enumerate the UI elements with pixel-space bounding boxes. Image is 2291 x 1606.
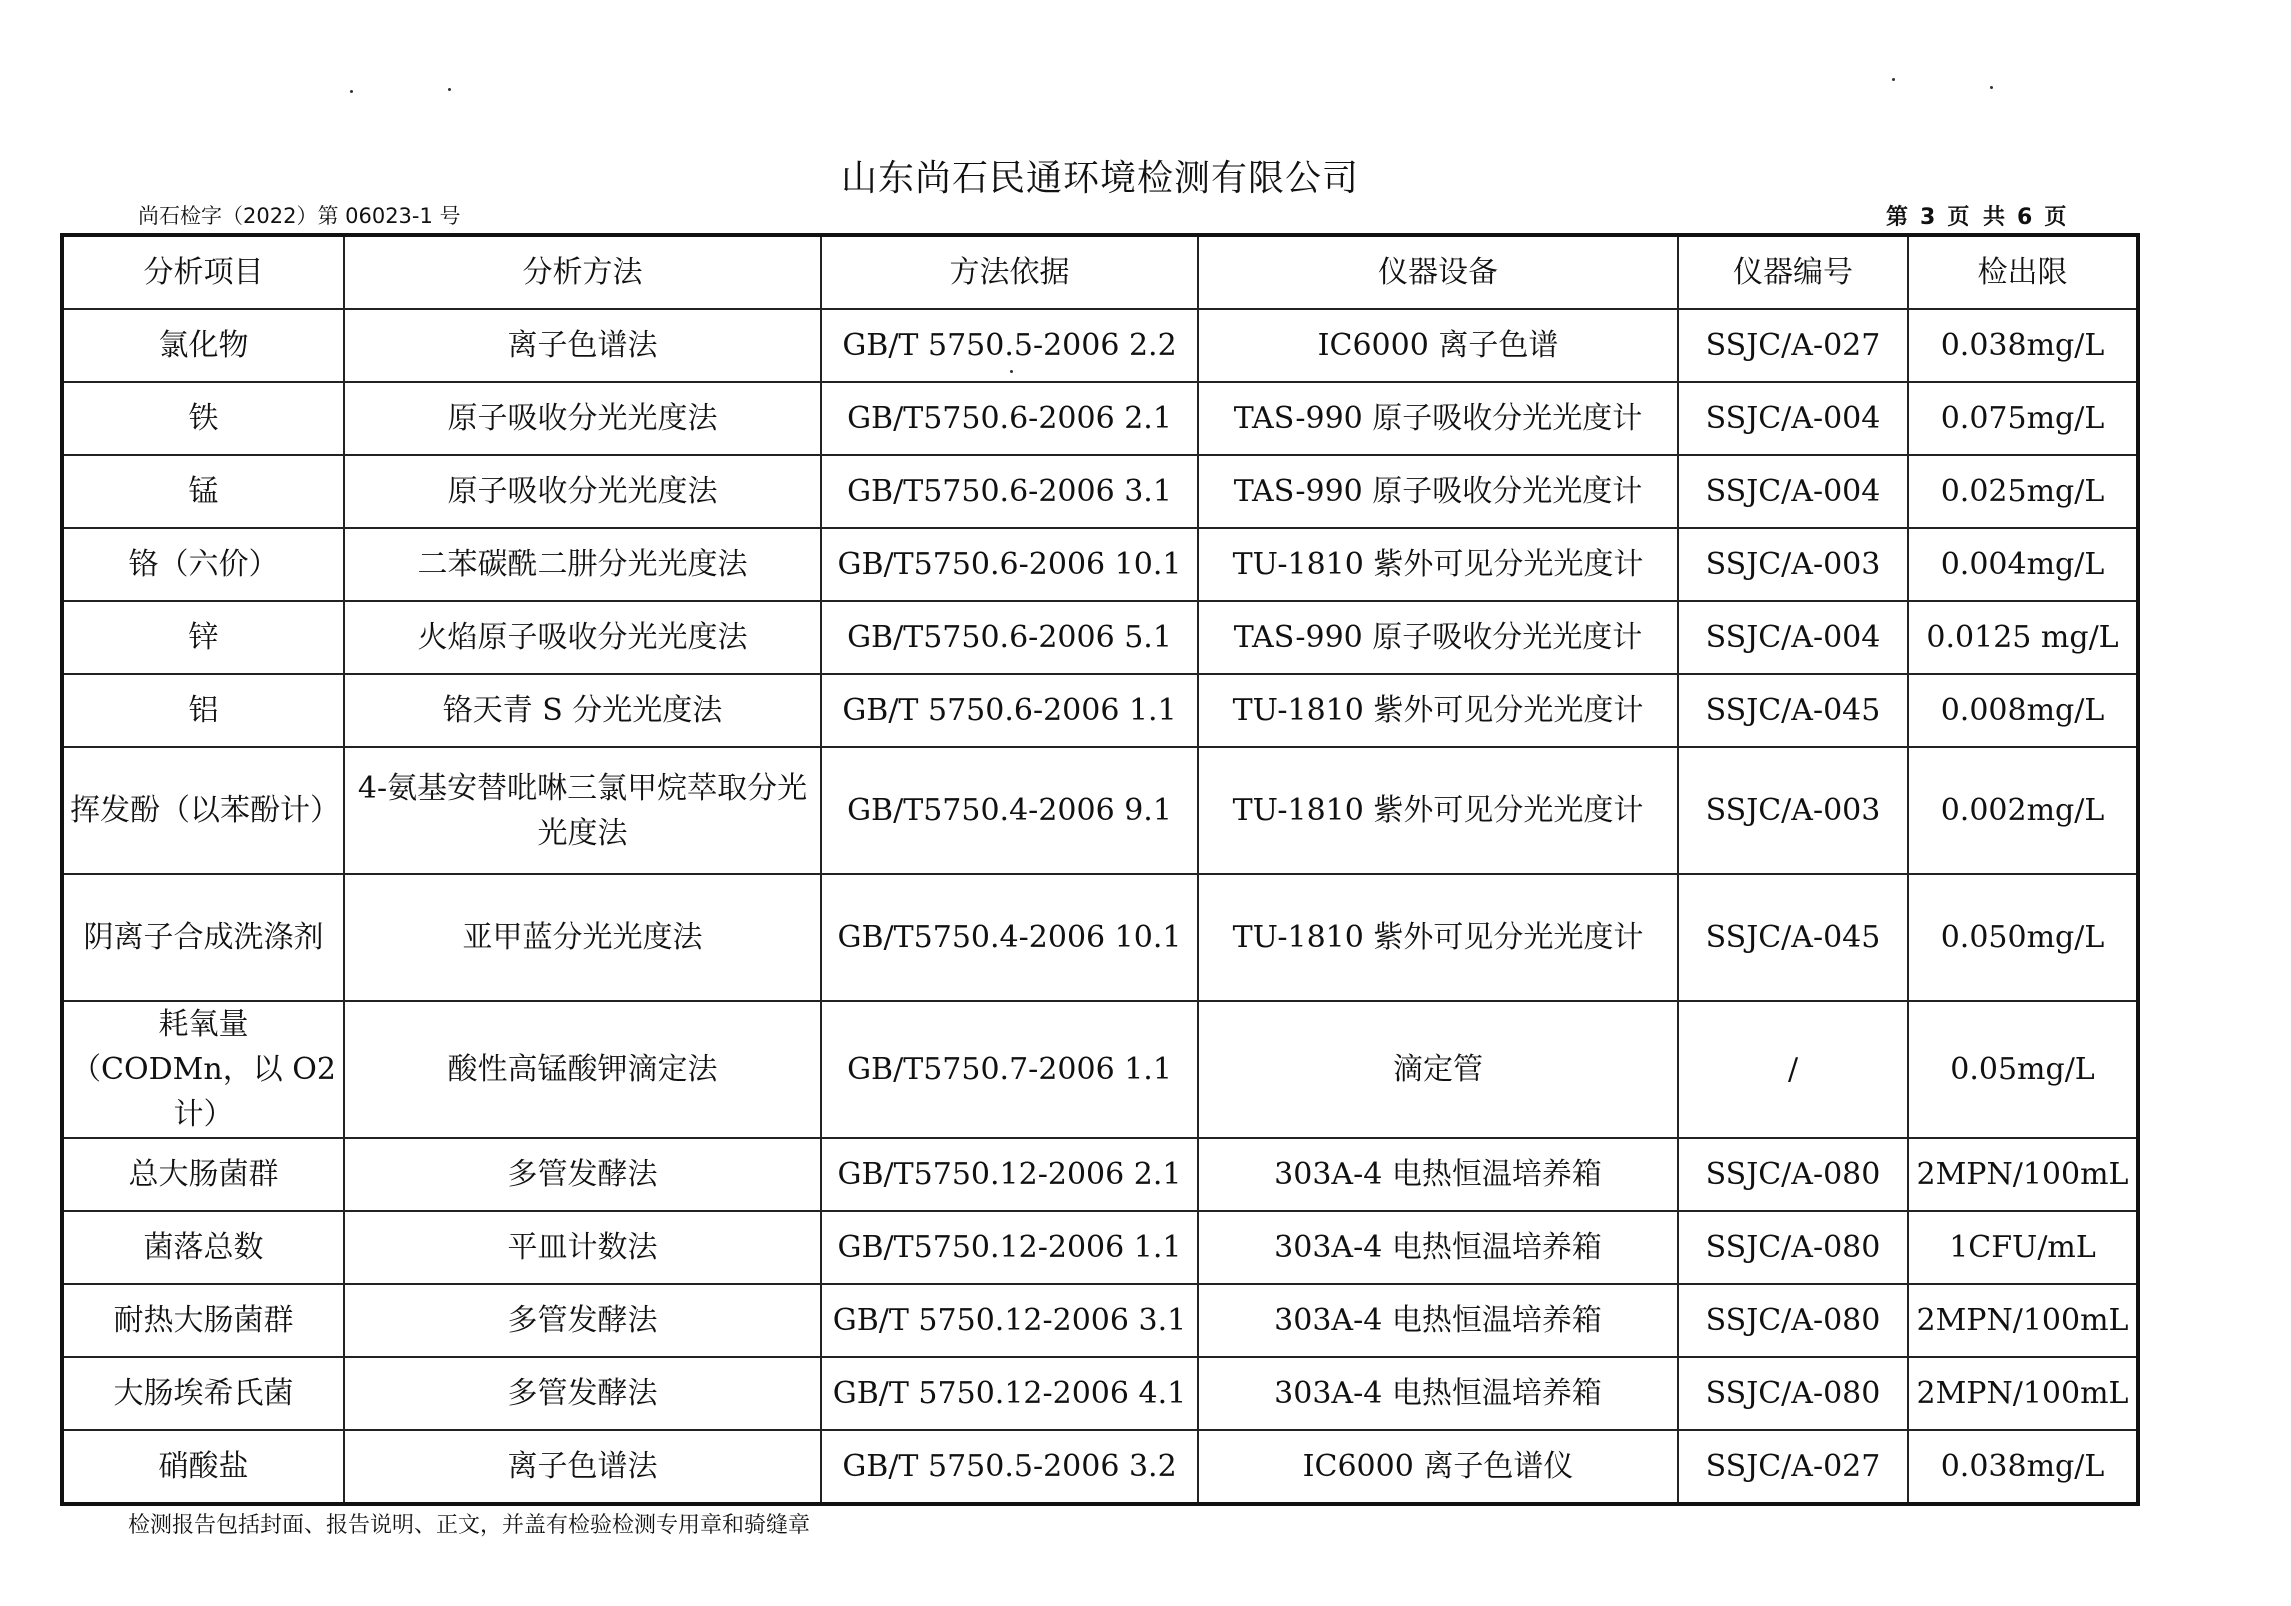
table-row	[62, 382, 2138, 455]
cell-standard: GB/T5750.4-2006 10.1	[821, 874, 1198, 1001]
cell-instrument-id: SSJC/A-004	[1678, 455, 1908, 528]
cell-method: 离子色谱法	[344, 1430, 821, 1504]
cell-method: 亚甲蓝分光光度法	[344, 874, 821, 1001]
cell-instrument-id: SSJC/A-080	[1678, 1357, 1908, 1430]
table-row	[62, 674, 2138, 747]
cell-detection-limit: 0.0125 mg/L	[1908, 601, 2138, 674]
table-row	[62, 1284, 2138, 1357]
table-row	[62, 874, 2138, 1001]
cell-detection-limit: 2MPN/100mL	[1908, 1138, 2138, 1211]
cell-method: 火焰原子吸收分光光度法	[344, 601, 821, 674]
cell-standard: GB/T5750.6-2006 2.1	[821, 382, 1198, 455]
cell-method: 多管发酵法	[344, 1284, 821, 1357]
page-total: 6	[2017, 205, 2033, 230]
header-detection-limit: 检出限	[1908, 235, 2138, 309]
cell-standard: GB/T5750.12-2006 1.1	[821, 1211, 1198, 1284]
cell-standard: GB/T5750.6-2006 5.1	[821, 601, 1198, 674]
cell-item: 耗氧量（CODMn，以 O2 计）	[62, 1001, 344, 1138]
scan-speck	[1010, 370, 1013, 373]
cell-detection-limit: 1CFU/mL	[1908, 1211, 2138, 1284]
cell-detection-limit: 0.050mg/L	[1908, 874, 2138, 1001]
cell-instrument: 滴定管	[1198, 1001, 1678, 1138]
header-instrument-id: 仪器编号	[1678, 235, 1908, 309]
cell-method: 多管发酵法	[344, 1138, 821, 1211]
table-row	[62, 1001, 2138, 1138]
cell-standard: GB/T 5750.12-2006 3.1	[821, 1284, 1198, 1357]
cell-instrument: 303A-4 电热恒温培养箱	[1198, 1138, 1678, 1211]
page-indicator	[1880, 200, 2072, 231]
analysis-methods-table	[60, 233, 2140, 1506]
table-row	[62, 1211, 2138, 1284]
page-mid: 页 共	[1947, 205, 2005, 230]
cell-item: 大肠埃希氏菌	[62, 1357, 344, 1430]
cell-standard: GB/T5750.4-2006 9.1	[821, 747, 1198, 874]
cell-item: 锰	[62, 455, 344, 528]
cell-instrument-id: SSJC/A-080	[1678, 1284, 1908, 1357]
footer-note: 检测报告包括封面、报告说明、正文，并盖有检验检测专用章和骑缝章	[128, 1513, 811, 1538]
cell-instrument: TAS-990 原子吸收分光光度计	[1198, 455, 1678, 528]
table-row	[62, 528, 2138, 601]
cell-item: 铁	[62, 382, 344, 455]
cell-instrument-id: SSJC/A-080	[1678, 1138, 1908, 1211]
cell-standard: GB/T5750.12-2006 2.1	[821, 1138, 1198, 1211]
cell-standard: GB/T 5750.6-2006 1.1	[821, 674, 1198, 747]
page-suffix: 页	[2044, 205, 2067, 230]
table-row	[62, 309, 2138, 382]
cell-instrument-id: SSJC/A-080	[1678, 1211, 1908, 1284]
scan-speck	[350, 90, 353, 93]
cell-detection-limit: 2MPN/100mL	[1908, 1357, 2138, 1430]
cell-detection-limit: 0.008mg/L	[1908, 674, 2138, 747]
cell-item: 硝酸盐	[62, 1430, 344, 1504]
cell-standard: GB/T5750.7-2006 1.1	[821, 1001, 1198, 1138]
cell-item: 菌落总数	[62, 1211, 344, 1284]
cell-method: 原子吸收分光光度法	[344, 455, 821, 528]
cell-instrument: IC6000 离子色谱	[1198, 309, 1678, 382]
cell-method: 酸性高锰酸钾滴定法	[344, 1001, 821, 1138]
cell-instrument-id: SSJC/A-027	[1678, 309, 1908, 382]
cell-instrument-id: SSJC/A-004	[1678, 601, 1908, 674]
cell-item: 氯化物	[62, 309, 344, 382]
cell-standard: GB/T5750.6-2006 3.1	[821, 455, 1198, 528]
table-row	[62, 1138, 2138, 1211]
cell-detection-limit: 0.075mg/L	[1908, 382, 2138, 455]
header-standard: 方法依据	[821, 235, 1198, 309]
cell-instrument: TU-1810 紫外可见分光光度计	[1198, 528, 1678, 601]
cell-instrument-id: SSJC/A-003	[1678, 747, 1908, 874]
scan-speck	[1990, 86, 1993, 89]
cell-item: 锌	[62, 601, 344, 674]
table-row	[62, 455, 2138, 528]
page-prefix: 第	[1886, 205, 1909, 230]
table-row	[62, 1430, 2138, 1504]
table-row	[62, 747, 2138, 874]
cell-standard: GB/T 5750.5-2006 2.2	[821, 309, 1198, 382]
cell-method: 平皿计数法	[344, 1211, 821, 1284]
cell-method: 多管发酵法	[344, 1357, 821, 1430]
cell-instrument: 303A-4 电热恒温培养箱	[1198, 1357, 1678, 1430]
cell-detection-limit: 0.05mg/L	[1908, 1001, 2138, 1138]
cell-item: 耐热大肠菌群	[62, 1284, 344, 1357]
cell-instrument-id: SSJC/A-004	[1678, 382, 1908, 455]
cell-standard: GB/T 5750.5-2006 3.2	[821, 1430, 1198, 1504]
cell-method: 原子吸收分光光度法	[344, 382, 821, 455]
report-number: 尚石检字（2022）第 06023-1 号	[138, 204, 461, 228]
cell-item: 铬（六价）	[62, 528, 344, 601]
header-method: 分析方法	[344, 235, 821, 309]
cell-instrument: TU-1810 紫外可见分光光度计	[1198, 674, 1678, 747]
page-current: 3	[1920, 205, 1936, 230]
cell-instrument-id: SSJC/A-045	[1678, 874, 1908, 1001]
scan-speck	[1892, 78, 1895, 81]
cell-item: 阴离子合成洗涤剂	[62, 874, 344, 1001]
cell-item: 挥发酚（以苯酚计）	[62, 747, 344, 874]
cell-instrument: TAS-990 原子吸收分光光度计	[1198, 382, 1678, 455]
table-header-row	[62, 235, 2138, 309]
cell-instrument: IC6000 离子色谱仪	[1198, 1430, 1678, 1504]
cell-detection-limit: 0.038mg/L	[1908, 1430, 2138, 1504]
header-item: 分析项目	[62, 235, 344, 309]
cell-instrument-id: SSJC/A-027	[1678, 1430, 1908, 1504]
cell-method: 4-氨基安替吡啉三氯甲烷萃取分光光度法	[344, 747, 821, 874]
cell-detection-limit: 0.025mg/L	[1908, 455, 2138, 528]
cell-item: 总大肠菌群	[62, 1138, 344, 1211]
cell-method: 离子色谱法	[344, 309, 821, 382]
cell-detection-limit: 0.038mg/L	[1908, 309, 2138, 382]
cell-instrument: 303A-4 电热恒温培养箱	[1198, 1284, 1678, 1357]
table-row	[62, 1357, 2138, 1430]
cell-instrument: TU-1810 紫外可见分光光度计	[1198, 874, 1678, 1001]
cell-instrument-id: /	[1678, 1001, 1908, 1138]
table-row	[62, 601, 2138, 674]
cell-instrument-id: SSJC/A-003	[1678, 528, 1908, 601]
cell-item: 铝	[62, 674, 344, 747]
cell-instrument: TAS-990 原子吸收分光光度计	[1198, 601, 1678, 674]
cell-detection-limit: 0.004mg/L	[1908, 528, 2138, 601]
company-title: 山东尚石民通环境检测有限公司	[840, 158, 1359, 199]
cell-instrument-id: SSJC/A-045	[1678, 674, 1908, 747]
header-instrument: 仪器设备	[1198, 235, 1678, 309]
cell-method: 二苯碳酰二肼分光光度法	[344, 528, 821, 601]
cell-detection-limit: 0.002mg/L	[1908, 747, 2138, 874]
cell-instrument: 303A-4 电热恒温培养箱	[1198, 1211, 1678, 1284]
cell-standard: GB/T 5750.12-2006 4.1	[821, 1357, 1198, 1430]
cell-detection-limit: 2MPN/100mL	[1908, 1284, 2138, 1357]
cell-standard: GB/T5750.6-2006 10.1	[821, 528, 1198, 601]
scan-speck	[448, 88, 451, 91]
cell-instrument: TU-1810 紫外可见分光光度计	[1198, 747, 1678, 874]
cell-method: 铬天青 S 分光光度法	[344, 674, 821, 747]
